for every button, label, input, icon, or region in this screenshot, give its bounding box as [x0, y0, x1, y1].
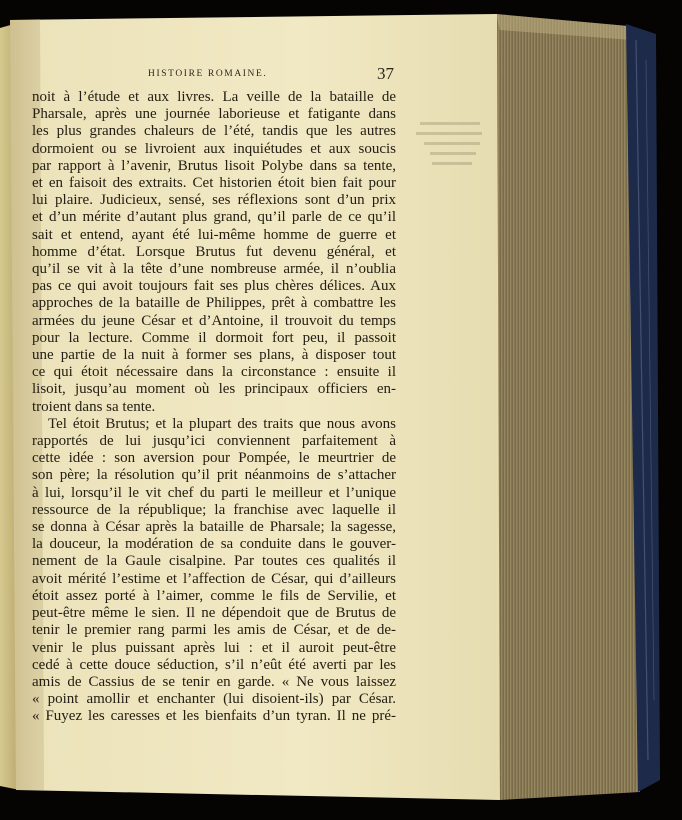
text-line: Tel étoit Brutus; et la plupart des traits que nous avons [48, 415, 396, 432]
text-line: homme d’état. Lorsque Brutus fut devenu général, et [32, 243, 396, 260]
paragraph [32, 416, 396, 726]
text-line: nement de la Gaule cisalpine. Par toutes ces qualités il [32, 553, 396, 570]
text-line: armées du jeune César et d’Antoine, il trouvoit du temps [32, 312, 396, 329]
body-text [32, 89, 396, 726]
text-line: « point amollir et enchanter (lui disoient-ils) par César. [32, 691, 396, 708]
text-line: lui plaire. Judicieux, sensé, ses réflexions sont d’un prix [32, 192, 396, 209]
text-line: ce qui étoit nécessaire dans la circonstance : ensuite il [32, 364, 396, 381]
text-line: pas ce qui avoit toujours fait ses plus chères délices. Aux [32, 278, 396, 295]
text-line: à lui, lorsqu’il le vit chef du parti le meilleur et l’unique [32, 484, 396, 501]
text-line: tenir le premier rang parmi les amis de César, et de de- [32, 622, 396, 639]
text-line: et d’un mérite d’autant plus grand, qu’il parle de ce qu’il [32, 209, 396, 226]
running-title: HISTOIRE ROMAINE. [148, 69, 268, 79]
text-line: cedé à cette douce séduction, s’il n’eût été averti par les [32, 656, 396, 673]
text-line: lisoit, jusqu’au moment où les principaux officiers en- [32, 381, 396, 398]
text-line: et en faisoit des extraits. Cet historien étoit bien fait pour [32, 175, 396, 192]
text-line: qu’il se vit à la tête d’une nombreuse armée, il n’oublia [32, 261, 396, 278]
page-header [108, 64, 400, 88]
text-line: par rapport à l’avenir, Brutus lisoit Polybe dans sa tente, [32, 157, 396, 174]
page-block-edges [496, 14, 640, 800]
text-line: rapportés de lui jusqu’ici conviennent parfaitement à [32, 433, 396, 450]
text-line: sait et entend, ayant été lui-même homme de guerre et [32, 226, 396, 243]
text-line: les plus grandes chaleurs de l’été, tandis que les autres [32, 123, 396, 140]
text-line: dormoient ou se livroient aux inquiétudes et aux soucis [32, 140, 396, 157]
text-line: étoit assez porté à l’aimer, comme le fils de Servilie, et [32, 587, 396, 604]
text-line: « Fuyez les caresses et les bienfaits d’un tyran. Il ne pré- [32, 708, 396, 725]
text-line: pour la lecture. Comme il dormoit fort peu, il passoit [32, 329, 396, 346]
text-line: troient dans sa tente. [32, 398, 156, 415]
page-number: 37 [377, 64, 394, 83]
text-line: avoit mérité l’estime et l’affection de César, qui d’ailleurs [32, 570, 396, 587]
text-line: ressource de la république; la franchise avec laquelle il [32, 501, 396, 518]
text-line: amis de Cassius de se tenir en garde. « Ne vous laissez [32, 673, 396, 690]
text-line: cette idée : son aversion pour Pompée, le meurtrier de [32, 450, 396, 467]
text-line: noit à l’étude et aux livres. La veille de la bataille de [32, 89, 396, 105]
text-line: peut-être même le sien. Il ne dépendoit que de Brutus de [32, 605, 396, 622]
text-line: se donna à César après la bataille de Pharsale; la sagesse, [32, 519, 396, 536]
paragraph [32, 89, 396, 416]
text-line: venir le plus puissant après lui : et il auroit peut-être [32, 639, 396, 656]
text-line: son père; la résolution qu’il prit néanmoins de s’attacher [32, 467, 396, 484]
text-line: la douceur, la modération de sa conduite dans le gouver- [32, 536, 396, 553]
text-line: Pharsale, après une journée laborieuse et fatigante dans [32, 106, 396, 123]
text-line: approches de la bataille de Philippes, prêt à combattre les [32, 295, 396, 312]
text-line: une partie de la nuit à former ses plans, à disposer tout [32, 347, 396, 364]
